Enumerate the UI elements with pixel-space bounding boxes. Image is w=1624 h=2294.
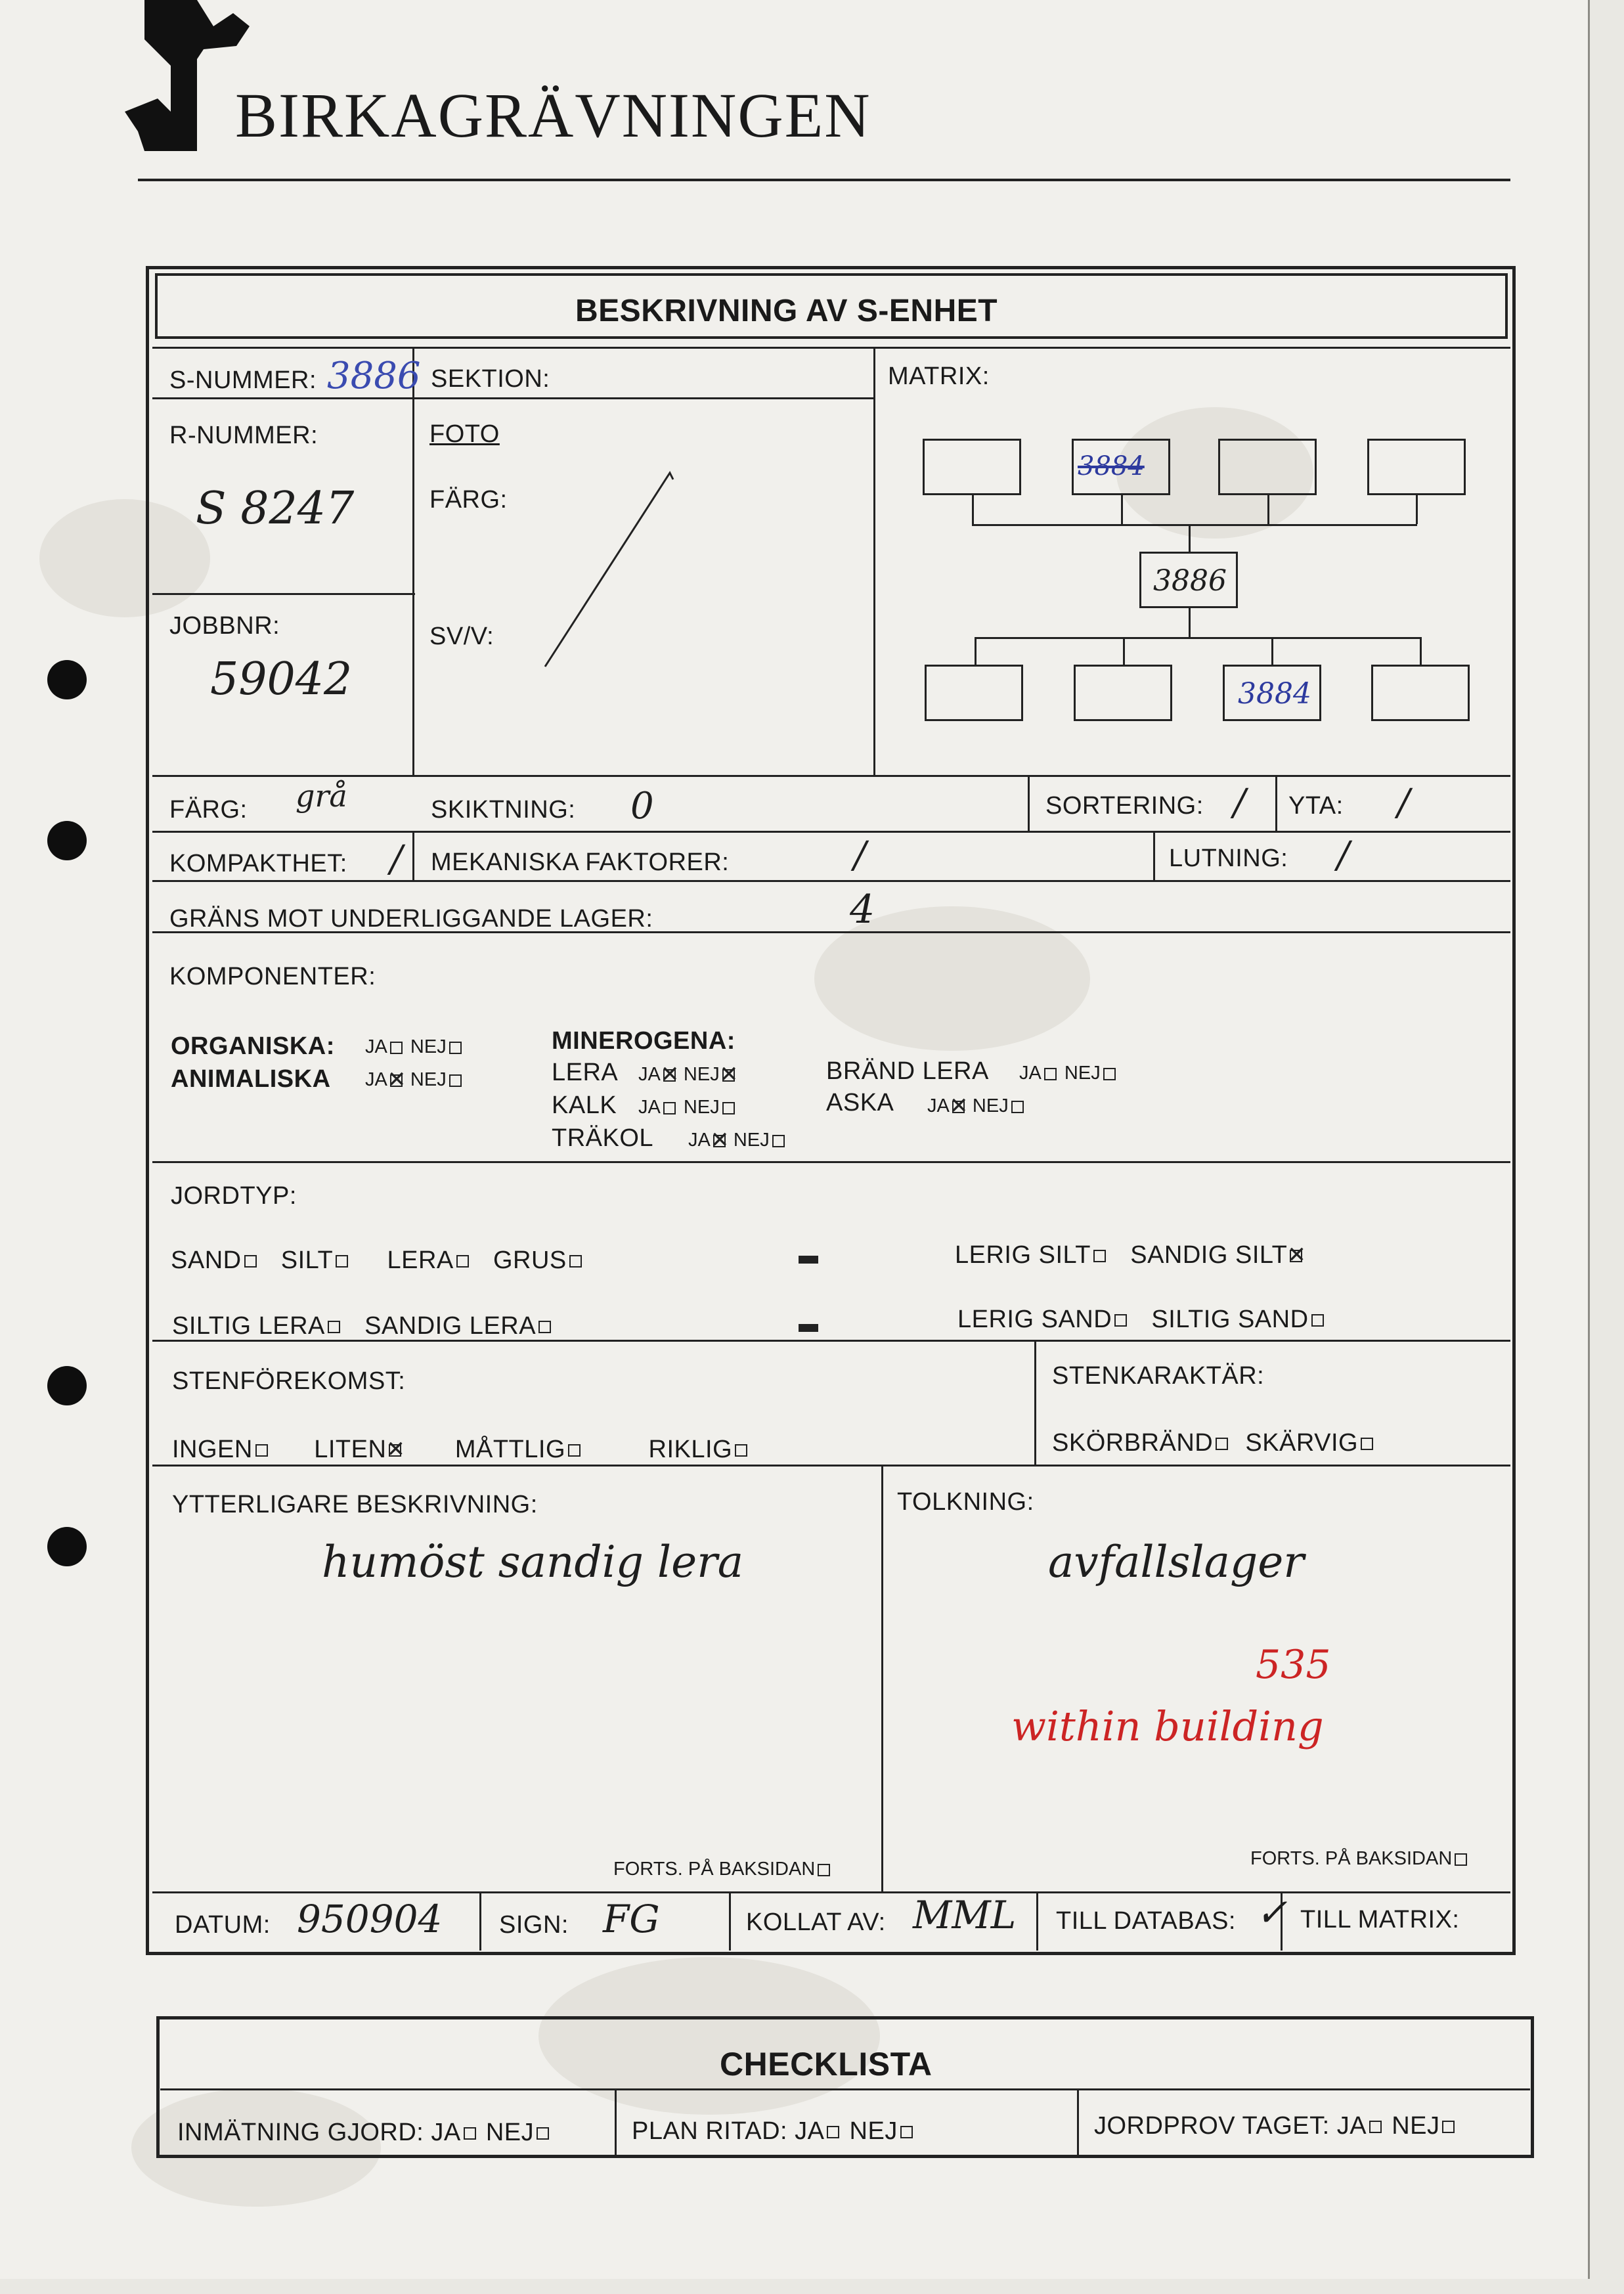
tolkning-forts xyxy=(1250,1848,1470,1870)
aska-label: ASKA xyxy=(826,1089,894,1116)
plan-ja-checkbox[interactable] xyxy=(827,2126,839,2138)
skorbrand-checkbox[interactable] xyxy=(1216,1438,1228,1450)
sandig-silt-checkbox[interactable] xyxy=(1290,1250,1302,1262)
ja-label: JA xyxy=(795,2117,825,2145)
checklist-col xyxy=(615,2090,617,2155)
col-line xyxy=(881,1465,883,1891)
trakol-nej-checkbox[interactable] xyxy=(772,1135,785,1147)
jordtyp-dash xyxy=(799,1324,818,1332)
nej-label: NEJ xyxy=(733,1130,770,1151)
matrix-connector xyxy=(1189,524,1191,553)
binder-hole xyxy=(47,1527,87,1566)
row-line xyxy=(152,880,1510,882)
jordtyp-row-2 xyxy=(172,1312,554,1340)
ja-label: JA xyxy=(927,1095,950,1116)
datum-value[interactable]: 950904 xyxy=(297,1897,443,1941)
col-line xyxy=(1153,831,1155,880)
col-line xyxy=(1034,1340,1036,1465)
matrix-connector xyxy=(1123,637,1125,666)
row-line xyxy=(152,397,875,399)
grus-label: GRUS xyxy=(493,1246,567,1274)
skorbrand-label: SKÖRBRÄND xyxy=(1052,1429,1214,1457)
tolkning-value[interactable]: avfallslager xyxy=(1048,1537,1304,1587)
kollat-value[interactable]: MML xyxy=(913,1893,1017,1937)
komponenter-label: KOMPONENTER: xyxy=(169,963,376,990)
sektion-label: SEKTION: xyxy=(431,365,550,393)
matrix-top-box[interactable] xyxy=(1218,439,1317,495)
yta-value[interactable]: / xyxy=(1397,782,1410,824)
trakol-ja-checkbox[interactable] xyxy=(713,1135,726,1147)
col-line xyxy=(1275,775,1277,831)
matrix-connector xyxy=(1416,495,1418,524)
row-line xyxy=(152,775,1510,777)
jordtyp-dash xyxy=(799,1256,818,1264)
nej-label: NEJ xyxy=(972,1095,1009,1116)
red-note: within building xyxy=(1011,1702,1324,1750)
kalk-ja-checkbox[interactable] xyxy=(663,1102,676,1114)
matrix-top-box[interactable] xyxy=(923,439,1021,495)
checklist-rule xyxy=(160,2088,1530,2090)
form-title: BESKRIVNING AV S-ENHET xyxy=(575,294,998,328)
nej-label: NEJ xyxy=(683,1064,720,1085)
siltig-lera-checkbox[interactable] xyxy=(328,1321,340,1333)
ja-label: JA xyxy=(365,1069,387,1090)
kompakthet-label: KOMPAKTHET: xyxy=(169,850,347,877)
matrix-connector xyxy=(975,637,977,666)
ytterligare-value[interactable]: humöst sandig lera xyxy=(322,1537,744,1587)
sign-value[interactable]: FG xyxy=(603,1897,660,1941)
ingen-checkbox[interactable] xyxy=(255,1444,268,1457)
liten-checkbox[interactable] xyxy=(389,1444,401,1457)
jobbnr-label: JOBBNR: xyxy=(169,612,280,640)
ja-label: JA xyxy=(638,1064,661,1085)
forts-label: FORTS. PÅ BAKSIDAN xyxy=(613,1859,816,1880)
lera-ja-checkbox[interactable] xyxy=(663,1069,676,1082)
siltig-sand-label: SILTIG SAND xyxy=(1151,1306,1309,1333)
nej-label: NEJ xyxy=(683,1097,720,1118)
kalk-nej-checkbox[interactable] xyxy=(722,1102,735,1114)
jordprov-ja-checkbox[interactable] xyxy=(1369,2121,1382,2133)
matrix-connector xyxy=(1121,495,1123,524)
nej-label: NEJ xyxy=(1064,1063,1101,1084)
liten-label: LITEN xyxy=(314,1436,387,1463)
matrix-connector xyxy=(1271,637,1273,666)
r-nummer-label: R-NUMMER: xyxy=(169,422,318,449)
lutning-label: LUTNING: xyxy=(1169,845,1288,872)
nej-label: NEJ xyxy=(1392,2112,1440,2140)
tolkning-forts-checkbox[interactable] xyxy=(1455,1853,1467,1866)
plan-nej-checkbox[interactable] xyxy=(900,2126,913,2138)
stenkaraktar-label: STENKARAKTÄR: xyxy=(1052,1362,1265,1390)
sandig-lera-label: SANDIG LERA xyxy=(364,1312,537,1340)
matrix-connector xyxy=(1189,608,1191,637)
matrix-bottom-box[interactable] xyxy=(1074,665,1172,721)
matrix-top-value: 3884 xyxy=(1078,451,1145,481)
stenforekomst-label: STENFÖREKOMST: xyxy=(172,1367,406,1395)
till-matrix-label: TILL MATRIX: xyxy=(1300,1906,1460,1933)
farg-label: FÄRG: xyxy=(169,796,248,824)
kalk-label: KALK xyxy=(552,1092,617,1119)
nej-label: NEJ xyxy=(410,1069,447,1090)
organiska-ja-checkbox[interactable] xyxy=(390,1042,403,1054)
organiska-label: ORGANISKA: xyxy=(171,1032,335,1060)
skiktning-value[interactable]: 0 xyxy=(630,785,654,827)
matrix-connector xyxy=(1420,637,1422,666)
ja-label: JA xyxy=(688,1130,711,1151)
s-nummer-value[interactable]: 3886 xyxy=(327,355,421,397)
col-line xyxy=(412,347,414,775)
matrix-bottom-box[interactable] xyxy=(925,665,1023,721)
trakol-options xyxy=(688,1130,787,1151)
matrix-top-box[interactable] xyxy=(1072,439,1170,495)
red-number: 535 xyxy=(1256,1642,1331,1688)
lerig-sand-checkbox[interactable] xyxy=(1114,1314,1127,1327)
matrix-bottom-box[interactable] xyxy=(1371,665,1470,721)
riklig-label: RIKLIG xyxy=(648,1436,733,1463)
mattlig-checkbox[interactable] xyxy=(568,1444,581,1457)
checklist-col xyxy=(1077,2090,1079,2155)
sign-label: SIGN: xyxy=(499,1911,569,1939)
aska-nej-checkbox[interactable] xyxy=(1011,1101,1024,1113)
lera-options xyxy=(638,1064,737,1086)
sandig-silt-label: SANDIG SILT xyxy=(1130,1241,1288,1269)
brand-lera-ja-checkbox[interactable] xyxy=(1044,1068,1057,1080)
organiska-options xyxy=(365,1036,464,1058)
sortering-label: SORTERING: xyxy=(1045,792,1204,820)
grus-checkbox[interactable] xyxy=(569,1255,582,1268)
sv-v-label: SV/V: xyxy=(429,623,494,650)
grans-value[interactable]: 4 xyxy=(850,887,875,933)
trakol-label: TRÄKOL xyxy=(552,1124,654,1152)
matrix-connector xyxy=(975,637,1421,639)
jobbnr-value[interactable]: 59042 xyxy=(210,653,353,705)
col-line xyxy=(1036,1891,1038,1951)
ja-label: JA xyxy=(365,1036,387,1057)
siltig-sand-checkbox[interactable] xyxy=(1311,1314,1324,1327)
row-line xyxy=(152,831,1510,833)
silt-label: SILT xyxy=(280,1246,334,1274)
brand-lera-nej-checkbox[interactable] xyxy=(1103,1068,1116,1080)
plan-row xyxy=(632,2117,915,2146)
sortering-value[interactable]: / xyxy=(1233,782,1246,824)
nej-label: NEJ xyxy=(849,2117,898,2145)
skiktning-label: SKIKTNING: xyxy=(431,796,576,824)
header-rule xyxy=(138,179,1510,181)
s-nummer-label: S-NUMMER: xyxy=(169,366,317,394)
animaliska-label: ANIMALISKA xyxy=(171,1065,331,1093)
kollat-label: KOLLAT AV: xyxy=(746,1908,886,1936)
r-nummer-value[interactable]: S 8247 xyxy=(196,483,355,535)
lerig-silt-label: LERIG SILT xyxy=(955,1241,1091,1269)
sand-checkbox[interactable] xyxy=(244,1255,257,1268)
mekaniska-value[interactable]: / xyxy=(854,834,866,877)
lutning-value[interactable]: / xyxy=(1337,834,1350,877)
inmatning-nej-checkbox[interactable] xyxy=(537,2127,549,2140)
matrix-center-value: 3886 xyxy=(1153,564,1227,598)
col-line xyxy=(729,1891,731,1951)
lera-nej-checkbox[interactable] xyxy=(722,1069,735,1082)
foto-label: FOTO xyxy=(429,420,500,448)
foto-strike-line xyxy=(532,460,690,676)
inmatning-ja-checkbox[interactable] xyxy=(464,2127,476,2140)
jordtyp-row-1-right xyxy=(955,1241,1305,1269)
riklig-checkbox[interactable] xyxy=(735,1444,747,1457)
matrix-top-box[interactable] xyxy=(1367,439,1466,495)
sandig-lera-checkbox[interactable] xyxy=(538,1321,551,1333)
tolkning-label: TOLKNING: xyxy=(897,1488,1034,1516)
lera-soil-checkbox[interactable] xyxy=(456,1255,469,1268)
mattlig-label: MÅTTLIG xyxy=(454,1436,566,1463)
siltig-lera-label: SILTIG LERA xyxy=(172,1312,325,1340)
animaliska-ja-checkbox[interactable] xyxy=(390,1074,403,1087)
col-line xyxy=(412,831,414,880)
ja-label: JA xyxy=(638,1097,661,1118)
col-line xyxy=(479,1891,481,1951)
row-line xyxy=(152,1891,1510,1893)
animaliska-nej-checkbox[interactable] xyxy=(449,1074,462,1087)
jordtyp-label: JORDTYP: xyxy=(171,1182,297,1210)
datum-label: DATUM: xyxy=(175,1911,271,1939)
lera-soil-label: LERA xyxy=(387,1246,454,1274)
skarvig-checkbox[interactable] xyxy=(1361,1438,1373,1450)
brand-lera-options xyxy=(1019,1063,1118,1084)
plan-label: PLAN RITAD: xyxy=(632,2117,788,2145)
matrix-connector xyxy=(972,524,1417,526)
stenkaraktar-options xyxy=(1052,1429,1376,1457)
matrix-bottom-value: 3884 xyxy=(1238,677,1311,711)
organiska-nej-checkbox[interactable] xyxy=(449,1042,462,1054)
inmatning-label: INMÄTNING GJORD: xyxy=(177,2119,424,2146)
nej-label: NEJ xyxy=(410,1036,447,1057)
row-line xyxy=(152,593,415,595)
nej-label: NEJ xyxy=(485,2119,535,2146)
jordprov-label: JORDPROV TAGET: xyxy=(1094,2112,1330,2140)
aska-options xyxy=(927,1095,1026,1117)
kompakthet-value[interactable]: / xyxy=(390,838,403,881)
lerig-silt-checkbox[interactable] xyxy=(1093,1250,1106,1262)
ytterligare-label: YTTERLIGARE BESKRIVNING: xyxy=(172,1491,538,1518)
jordprov-nej-checkbox[interactable] xyxy=(1442,2121,1455,2133)
farg-value[interactable]: grå xyxy=(296,778,347,814)
lera-label: LERA xyxy=(552,1059,619,1086)
row-line xyxy=(152,347,1510,349)
foto-farg-label: FÄRG: xyxy=(429,486,508,514)
matrix-connector xyxy=(1267,495,1269,524)
matrix-center-box[interactable] xyxy=(1139,552,1238,608)
ingen-label: INGEN xyxy=(172,1436,253,1463)
animaliska-options xyxy=(365,1069,464,1091)
ytterligare-forts-checkbox[interactable] xyxy=(818,1864,830,1876)
ja-label: JA xyxy=(431,2119,461,2146)
grans-label: GRÄNS MOT UNDERLIGGANDE LAGER: xyxy=(169,905,653,933)
jordtyp-row-1 xyxy=(171,1246,584,1275)
yta-label: YTA: xyxy=(1288,792,1344,820)
till-databas-label: TILL DATABAS: xyxy=(1056,1907,1236,1935)
aska-ja-checkbox[interactable] xyxy=(952,1101,965,1113)
matrix-bottom-box[interactable] xyxy=(1223,665,1321,721)
lerig-sand-label: LERIG SAND xyxy=(957,1306,1112,1333)
jordprov-row xyxy=(1094,2112,1457,2140)
org-name: BIRKAGRÄVNINGEN xyxy=(235,80,871,150)
silt-checkbox[interactable] xyxy=(336,1255,348,1268)
minerogena-label: MINEROGENA: xyxy=(552,1027,735,1055)
ytterligare-forts xyxy=(613,1859,833,1880)
ja-label: JA xyxy=(1336,2112,1367,2140)
inmatning-row xyxy=(177,2119,552,2147)
row-line xyxy=(152,1161,1510,1163)
jordtyp-row-2-right xyxy=(957,1306,1327,1334)
mekaniska-label: MEKANISKA FAKTORER: xyxy=(431,849,730,876)
matrix-label: MATRIX: xyxy=(888,363,990,390)
checklist-title: CHECKLISTA xyxy=(720,2046,933,2083)
matrix-connector xyxy=(972,495,974,524)
brand-lera-label: BRÄND LERA xyxy=(826,1057,989,1085)
skarvig-label: SKÄRVIG xyxy=(1245,1429,1359,1457)
col-line xyxy=(873,347,875,775)
binder-hole xyxy=(47,660,87,699)
kalk-options xyxy=(638,1097,737,1118)
binder-hole xyxy=(47,821,87,860)
binder-hole xyxy=(47,1366,87,1405)
stenforekomst-options xyxy=(172,1436,750,1464)
ja-label: JA xyxy=(1019,1063,1042,1084)
row-line xyxy=(152,1465,1510,1467)
sand-label: SAND xyxy=(171,1246,242,1274)
forts-label: FORTS. PÅ BAKSIDAN xyxy=(1250,1848,1453,1869)
col-line xyxy=(1028,775,1030,831)
till-databas-value[interactable]: ✓ xyxy=(1256,1890,1288,1935)
